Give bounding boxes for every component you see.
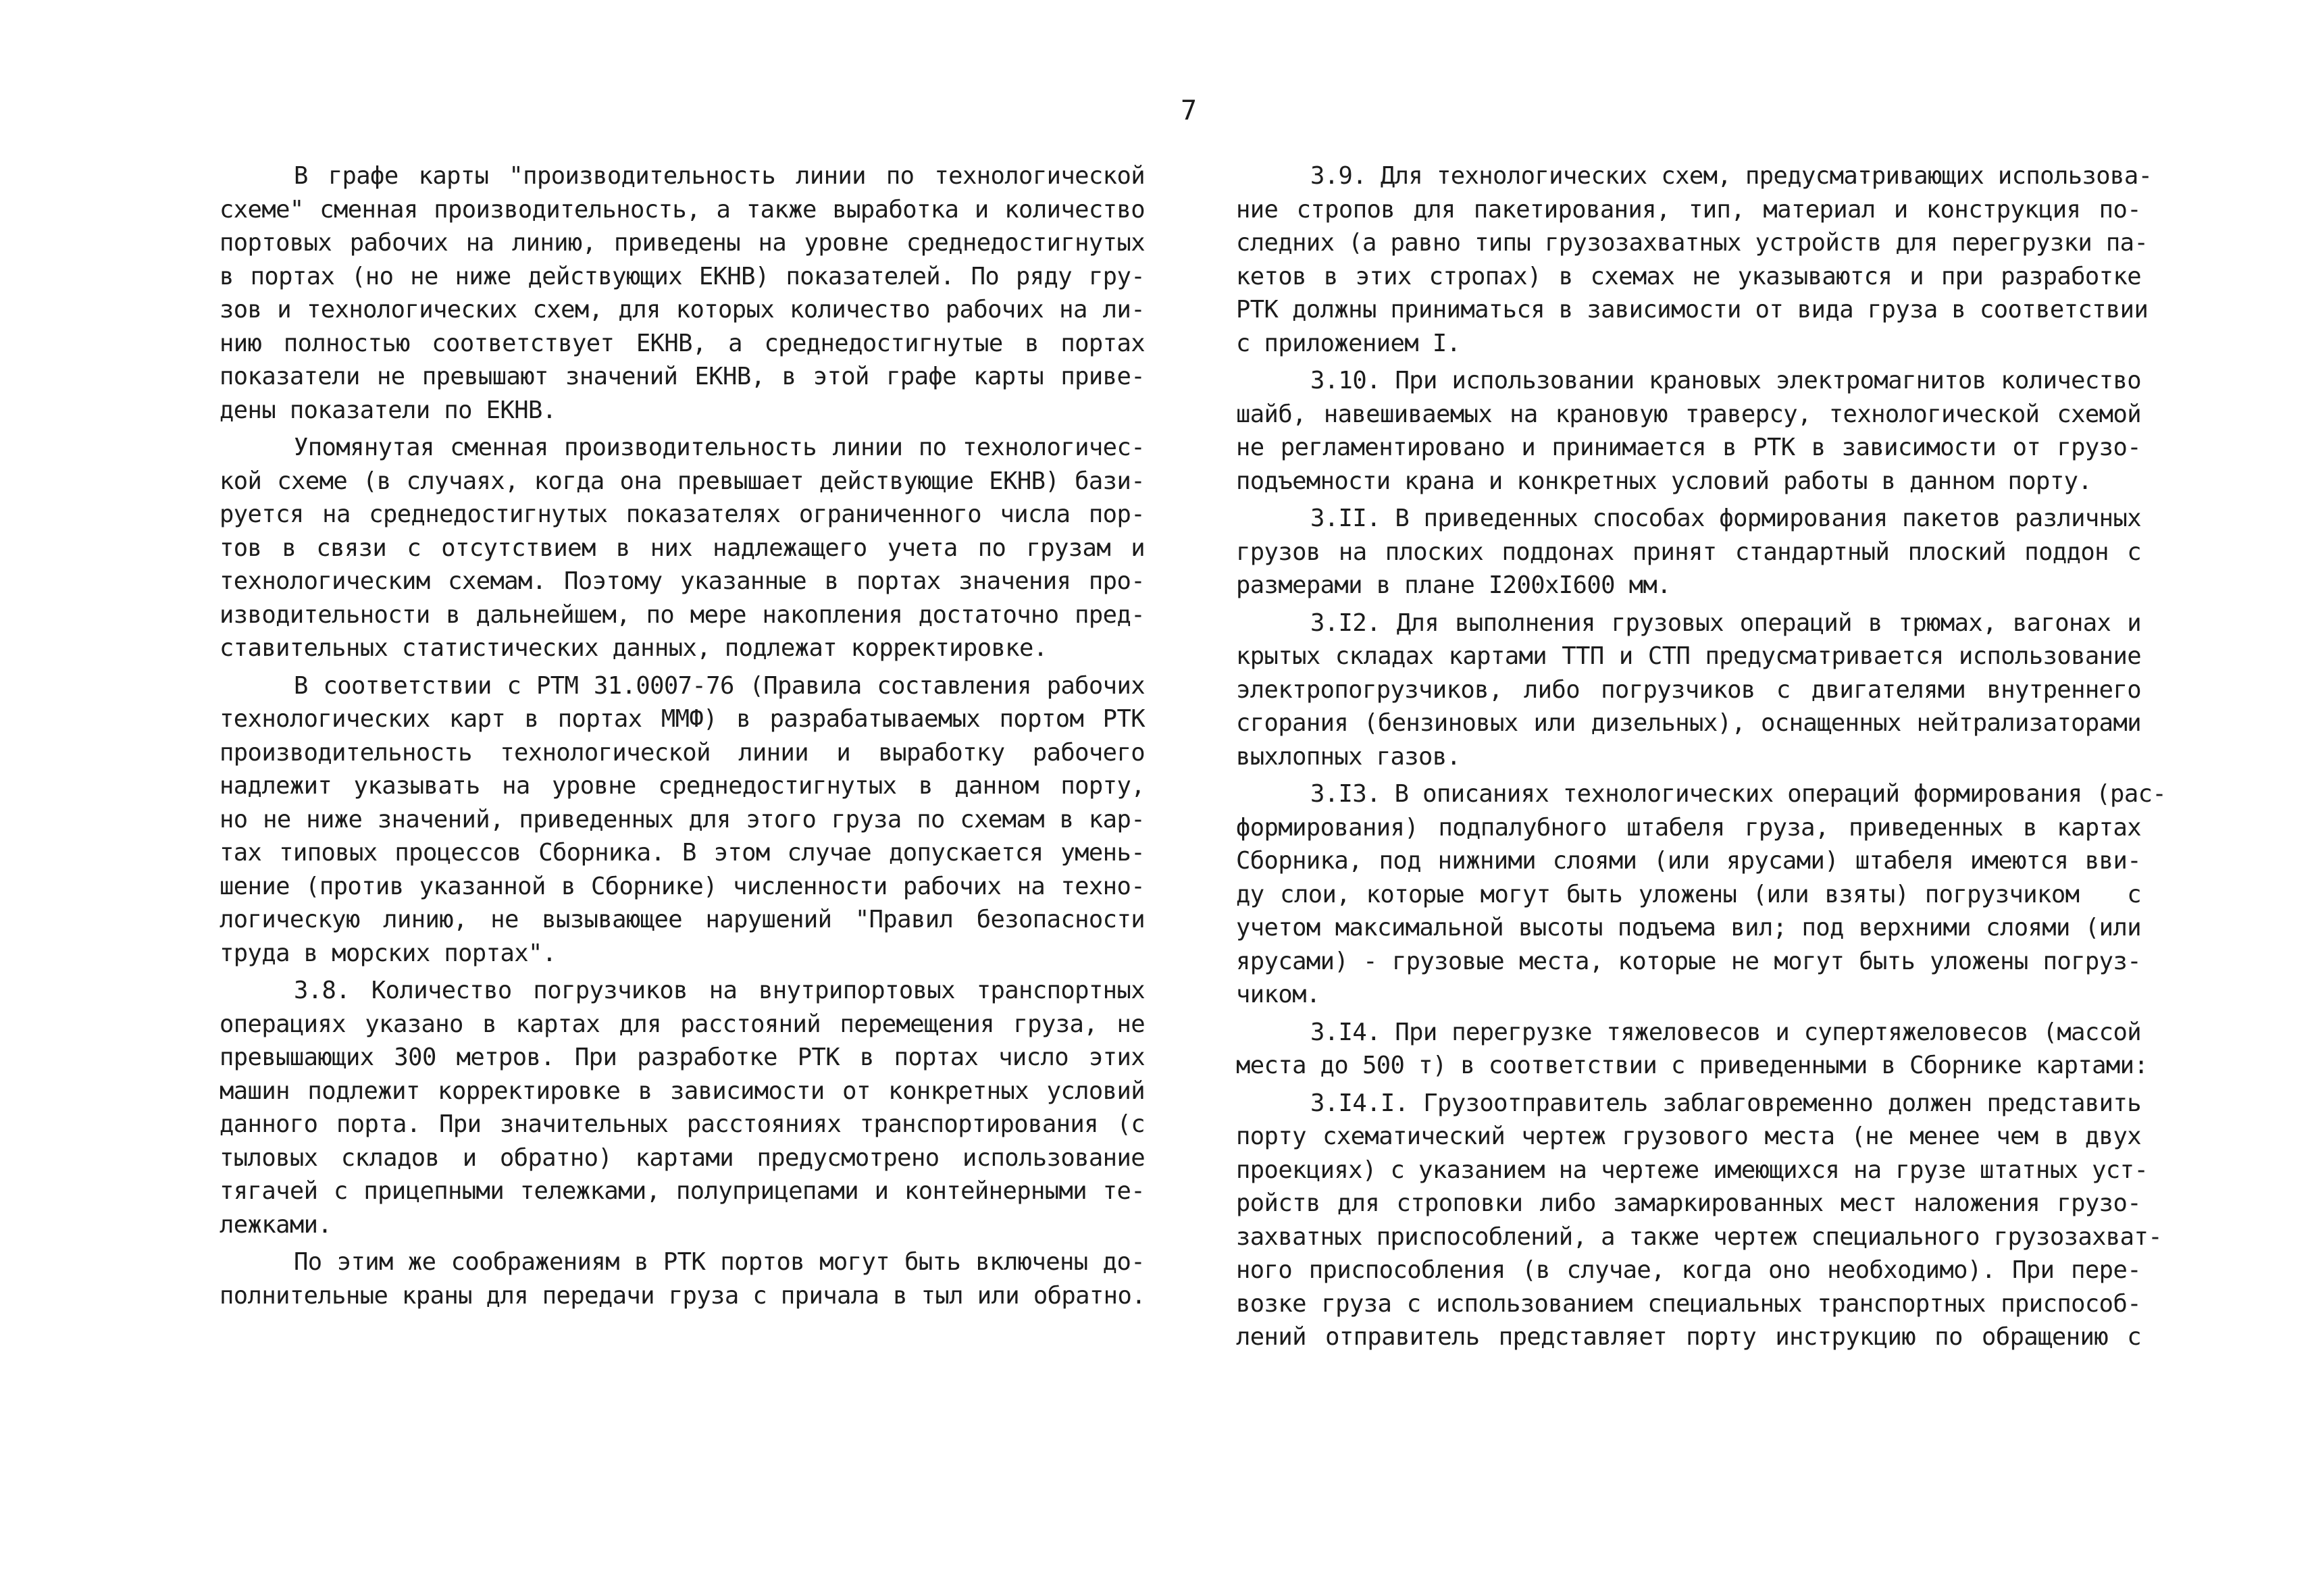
- text-line: тыловых складов и обратно) картами предусмотрено использование: [220, 1143, 1145, 1172]
- text-line: порту схематический чертеж грузового места (не менее чем в двух: [1236, 1123, 2141, 1150]
- text-line: 3.8. Количество погрузчиков на внутрипортовых транспортных: [294, 977, 1145, 1004]
- text-line: ного приспособления (в случае, когда оно необходимо). При пере-: [1236, 1256, 2141, 1284]
- text-line: крытых складах картами ТТП и СТП предусматривается использование: [1236, 642, 2141, 670]
- text-line: не регламентировано и принимается в РТК в зависимости от грузо-: [1236, 434, 2141, 461]
- text-line: лений отправитель представляет порту инструкцию по обращению с: [1236, 1323, 2141, 1351]
- right-text-column: [1236, 159, 2167, 1354]
- text-line: следних (а равно типы грузозахватных устройств для перегрузки па-: [1236, 229, 2149, 257]
- text-line: кетов в этих стропах) в схемах не указываются и при разработке: [1236, 262, 2141, 290]
- text-line: тах типовых процессов Сборника. В этом случае допускается умень-: [220, 839, 1145, 867]
- text-line: портовых рабочих на линию, приведены на уровне среднедостигнутых: [220, 229, 1145, 257]
- text-line: надлежит указывать на уровне среднедостигнутых в данном порту,: [220, 772, 1145, 800]
- text-line: 3.10. При использовании крановых электромагнитов количество: [1310, 367, 2141, 394]
- text-line: лежками.: [220, 1210, 332, 1239]
- text-line: технологических карт в портах ММФ) в разрабатываемых портом РТК: [220, 705, 1145, 733]
- text-line: выхлопных газов.: [1236, 742, 1461, 771]
- text-line: ние стропов для пакетирования, тип, материал и конструкция по-: [1236, 195, 2141, 224]
- text-line: руется на среднедостигнутых показателях ограниченного числа пор-: [220, 500, 1145, 528]
- text-line: чиком.: [1236, 981, 1320, 1008]
- text-line: формирования) подпалубного штабеля груза, приведенных в картах: [1236, 813, 2141, 842]
- text-line: ду слои, которые могут быть уложены (или взяты) погрузчиком с: [1236, 880, 2141, 908]
- text-line: Упомянутая сменная производительность линии по технологичес-: [294, 434, 1145, 461]
- text-line: учетом максимальной высоты подъема вил; под верхними слоями (или: [1236, 914, 2141, 942]
- text-line: операциях указано в картах для расстояний перемещения груза, не: [220, 1010, 1145, 1038]
- text-line: размерами в плане I200xI600 мм.: [1236, 571, 1671, 599]
- text-line: кой схеме (в случаях, когда она превышает действующие ЕКНВ) бази-: [220, 467, 1145, 495]
- text-line: дены показатели по ЕКНВ.: [220, 396, 557, 424]
- text-line: РТК должны приниматься в зависимости от вида груза в соответствии: [1236, 296, 2149, 324]
- text-line: полнительные краны для передачи груза с причала в тыл или обратно.: [220, 1281, 1146, 1310]
- text-line: ставительных статистических данных, подлежат корректировке.: [220, 634, 1048, 662]
- text-line: ярусами) - грузовые места, которые не могут быть уложены погруз-: [1236, 947, 2141, 975]
- text-line: производительность технологической линии и выработку рабочего: [220, 738, 1145, 767]
- text-line: данного порта. При значительных расстояниях транспортирования (с: [220, 1110, 1145, 1138]
- text-line: логическую линию, не вызывающее нарушений "Правил безопасности: [220, 906, 1145, 933]
- text-line: зов и технологических схем, для которых количество рабочих на ли-: [220, 296, 1145, 324]
- text-line: труда в морских портах".: [220, 939, 557, 967]
- text-line: схеме" сменная производительность, а также выработка и количество: [220, 195, 1145, 224]
- text-line: 3.9. Для технологических схем, предусматривающих использова-: [1310, 162, 2153, 190]
- text-line: шайб, навешиваемых на крановую траверсу, технологической схемой: [1236, 400, 2141, 428]
- text-line: но не ниже значений, приведенных для этого груза по схемам в кар-: [220, 805, 1145, 833]
- text-line: грузов на плоских поддонах принят стандартный плоский поддон с: [1236, 538, 2141, 566]
- text-line: показатели не превышают значений ЕКНВ, в этой графе карты приве-: [220, 363, 1145, 390]
- text-line: места до 500 т) в соответствии с приведенными в Сборнике картами:: [1236, 1052, 2149, 1079]
- left-text-column: [220, 159, 1145, 1312]
- text-line: машин подлежит корректировке в зависимости от конкретных условий: [220, 1077, 1145, 1105]
- text-line: сгорания (бензиновых или дизельных), оснащенных нейтрализаторами: [1236, 709, 2141, 737]
- text-line: технологическим схемам. Поэтому указанные в портах значения про-: [220, 567, 1145, 595]
- text-line: проекциях) с указанием на чертеже имеющихся на грузе штатных уст-: [1236, 1156, 2149, 1184]
- text-line: захватных приспособлений, а также чертеж специального грузозахват-: [1236, 1222, 2163, 1251]
- text-line: 3.I2. Для выполнения грузовых операций в трюмах, вагонах и: [1310, 609, 2141, 637]
- text-line: ройств для строповки либо замаркированных мест наложения грузо-: [1236, 1189, 2141, 1217]
- text-line: с приложением I.: [1236, 329, 1461, 357]
- text-line: В соответствии с РТМ 31.0007-76 (Правила составления рабочих: [294, 671, 1145, 700]
- text-line: В графе карты "производительность линии по технологической: [294, 162, 1145, 190]
- text-line: 3.II. В приведенных способах формирования пакетов различных: [1310, 505, 2141, 532]
- page-number: 7: [1180, 95, 1198, 126]
- text-line: возке груза с использованием специальных транспортных приспособ-: [1236, 1289, 2141, 1318]
- text-line: подъемности крана и конкретных условий работы в данном порту.: [1236, 467, 2092, 495]
- text-line: 3.I3. В описаниях технологических операций формирования (рас-: [1310, 780, 2167, 808]
- text-line: изводительности в дальнейшем, по мере накопления достаточно пред-: [220, 600, 1145, 629]
- text-line: 3.I4. При перегрузке тяжеловесов и супертяжеловесов (массой: [1310, 1018, 2141, 1046]
- text-line: 3.I4.I. Грузоотправитель заблаговременно должен представить: [1310, 1089, 2141, 1117]
- text-line: тов в связи с отсутствием в них надлежащего учета по грузам и: [220, 534, 1145, 562]
- text-line: нию полностью соответствует ЕКНВ, а среднедостигнутые в портах: [220, 329, 1145, 357]
- text-line: По этим же соображениям в РТК портов могут быть включены до-: [294, 1248, 1145, 1276]
- text-line: тягачей с прицепными тележками, полуприцепами и контейнерными те-: [220, 1177, 1145, 1205]
- text-line: превышающих 300 метров. При разработке РТК в портах число этих: [220, 1044, 1145, 1071]
- text-line: шение (против указанной в Сборнике) численности рабочих на техно-: [220, 872, 1145, 900]
- text-line: в портах (но не ниже действующих ЕКНВ) показателей. По ряду гру-: [220, 262, 1145, 290]
- text-line: электропогрузчиков, либо погрузчиков с двигателями внутреннего: [1236, 675, 2141, 704]
- text-line: Сборника, под нижними слоями (или ярусами) штабеля имеются вви-: [1236, 847, 2141, 875]
